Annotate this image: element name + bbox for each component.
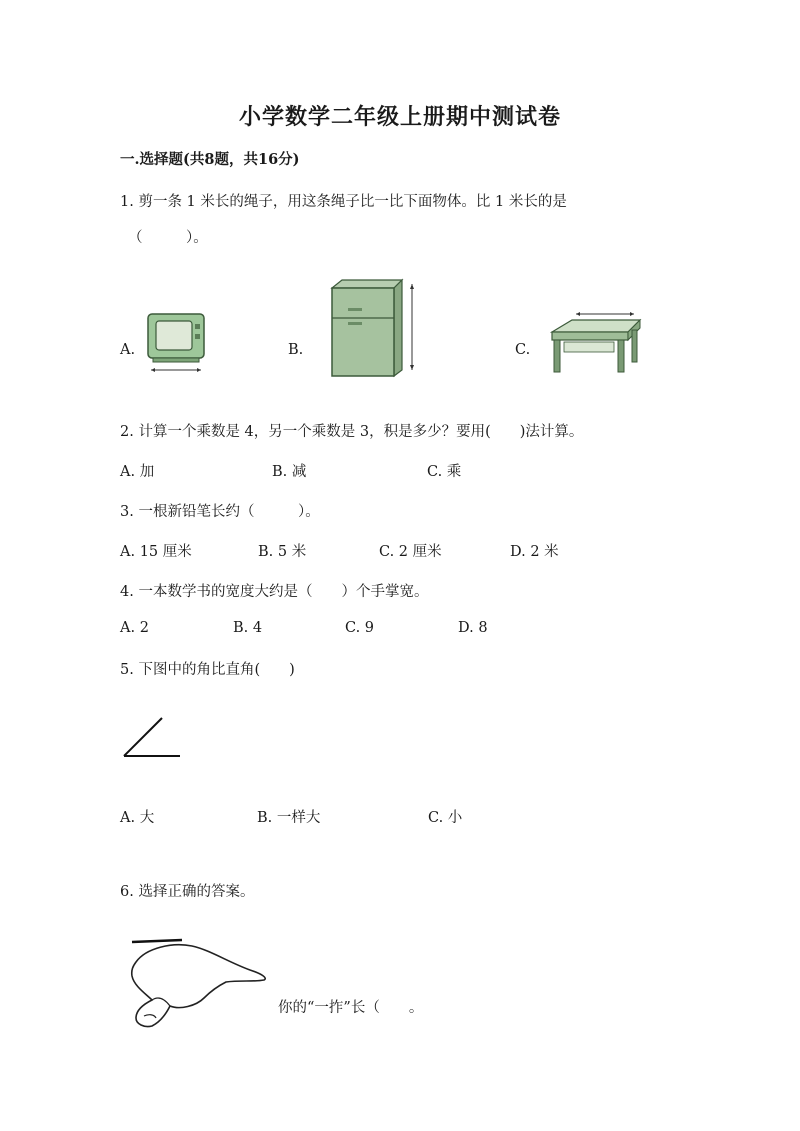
question-3-text: 3. 一根新铅笔长约（ ）。 [120,504,320,520]
question-5-option-c[interactable]: C. 小 [428,810,463,826]
question-1-option-c[interactable]: C. [515,342,531,358]
question-6-text: 6. 选择正确的答案。 [120,884,255,900]
question-3-option-b[interactable]: B. 5 米 [258,544,307,560]
question-2-text: 2. 计算一个乘数是 4，另一个乘数是 3，积是多少？要用( )法计算。 [120,424,584,440]
question-3-option-d[interactable]: D. 2 米 [510,544,559,560]
question-4-option-d[interactable]: D. 8 [458,620,488,636]
question-4-option-c[interactable]: C. 9 [345,620,375,636]
question-2-option-c[interactable]: C. 乘 [427,464,462,480]
question-4-option-b[interactable]: B. 4 [233,620,263,636]
question-5-text: 5. 下图中的角比直角( ) [120,662,295,678]
angle-icon [122,714,184,760]
question-1-blank: （ ）。 [128,230,208,246]
tv-icon [145,312,207,376]
question-6-caption: 你的“一拃”长（ 。 [278,1000,424,1016]
question-1-text: 1. 剪一条 1 米长的绳子，用这条绳子比一比下面物体。比 1 米长的是 [120,194,567,210]
section-heading: 一.选择题(共8题，共16分) [120,151,300,168]
question-2-option-a[interactable]: A. 加 [120,464,155,480]
question-4-option-a[interactable]: A. 2 [120,620,149,636]
hand-span-icon [126,934,276,1034]
question-1-option-a[interactable]: A. [120,342,136,358]
table-icon [548,308,642,376]
page-title: 小学数学二年级上册期中测试卷 [238,104,561,130]
question-2-option-b[interactable]: B. 减 [272,464,307,480]
question-3-option-a[interactable]: A. 15 厘米 [120,544,192,560]
question-3-option-c[interactable]: C. 2 厘米 [379,544,442,560]
refrigerator-icon [328,278,420,378]
question-5-option-b[interactable]: B. 一样大 [257,810,321,826]
question-4-text: 4. 一本数学书的宽度大约是（ ）个手掌宽。 [120,584,429,600]
question-1-option-b[interactable]: B. [288,342,304,358]
question-5-option-a[interactable]: A. 大 [120,810,155,826]
